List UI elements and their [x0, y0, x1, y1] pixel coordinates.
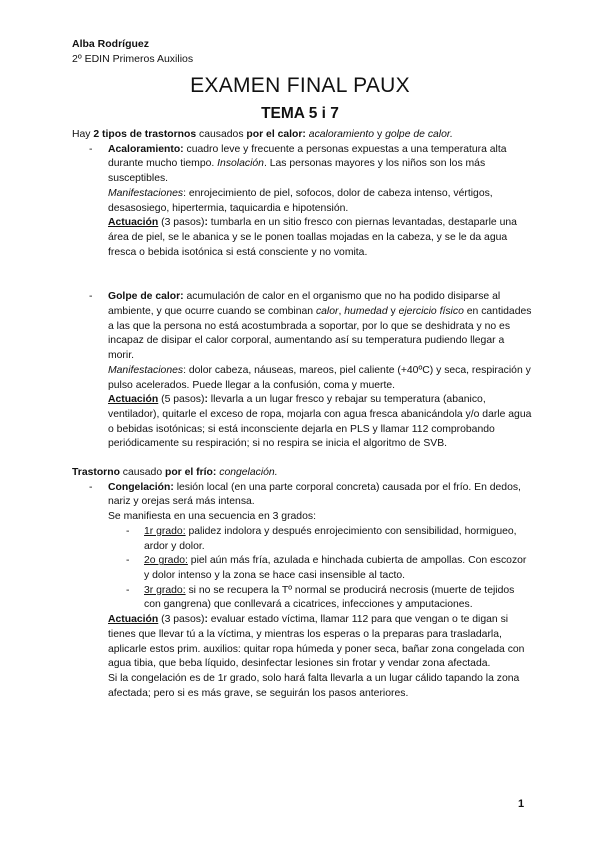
- grade-label: 1r grado:: [144, 525, 186, 537]
- acaloramiento-actuation: [108, 216, 532, 260]
- document-body: [72, 128, 532, 701]
- text-bold: :: [204, 394, 208, 406]
- author-name: Alba Rodríguez: [72, 38, 150, 50]
- text-italic: congelación.: [219, 467, 278, 479]
- spacer: [72, 452, 532, 466]
- text: Hay: [72, 129, 94, 140]
- bullet-dash: -: [126, 525, 130, 537]
- bullet-dash: -: [89, 481, 93, 493]
- grade-label: 2o grado:: [144, 555, 188, 567]
- text: si no se recupera la Tº normal se producirá necrosis (muerte de tejidos con gangrena) que conllevará a cicatrices, infecciones y amputaciones.: [144, 584, 515, 611]
- text: lesión local (en una parte corporal concreta) causada por el frío. En dedos, nariz y orejas será más intensa.: [108, 481, 521, 508]
- grade-item: [72, 584, 532, 613]
- grade-text: [144, 554, 532, 583]
- text: y: [374, 129, 386, 140]
- text-italic: acaloramiento: [308, 129, 375, 140]
- congelacion-actuation-block: [72, 613, 532, 701]
- text-bold: por el calor:: [246, 129, 306, 140]
- page-number: 1: [518, 798, 525, 810]
- grade-item: [72, 525, 532, 554]
- actuation-label: Actuación: [108, 614, 159, 626]
- document-title: EXAMEN FINAL PAUX: [190, 74, 410, 97]
- text-italic: calor: [315, 306, 339, 318]
- text-italic: golpe de calor.: [385, 129, 453, 140]
- course-name: 2º EDIN Primeros Auxilios: [72, 53, 194, 65]
- text: y: [387, 306, 399, 318]
- golpe-calor-definition: [108, 290, 532, 364]
- text: causado: [119, 467, 165, 479]
- text: en cantidades a las que la persona no está acostumbrada a soportar, por lo que se deshidrata y no es incapaz de disipar el calor corporal, aumentando así su temperatura pudiendo llegar a morir.: [108, 306, 532, 362]
- text: evaluar estado víctima, llamar 112 para que vengan o te digan si tienes que llevar tú a la víctima, y mientras los esperas o la preparas para trasladarla, aplicarle estos prim. auxilios: quitar ropa húmeda y poner seca, bañar zona congelada con agua tibia, que beba líquido, desinfectar lesiones sin frotar y vendar zona afectada.: [108, 614, 525, 670]
- actuation-label: Actuación: [108, 217, 159, 229]
- text: palidez indolora y después enrojecimiento con sensibilidad, hormigueo, ardor y dolor.: [144, 525, 517, 552]
- grade-item: [72, 554, 532, 583]
- text: (5 pasos): [158, 394, 205, 406]
- text: cuadro leve y frecuente a personas expuestas a una temperatura alta durante mucho tiempo.: [108, 143, 507, 170]
- text: . Las personas mayores y los niños son los más susceptibles.: [108, 158, 486, 185]
- golpe-calor-label: Golpe de calor:: [108, 291, 184, 303]
- text: (3 pasos): [158, 217, 205, 229]
- text-bold: Trastorno: [72, 467, 120, 479]
- text: ,: [338, 306, 345, 318]
- bullet-dash: -: [126, 555, 130, 567]
- text: : dolor cabeza, náuseas, mareos, piel caliente (+40ºC) y seca, respiración y pulso acelerados. Puede llegar a la confusión, coma y muerte.: [108, 364, 531, 391]
- heat-intro: [72, 128, 532, 143]
- acaloramiento-item: [72, 143, 532, 261]
- congelacion-final-note: Si la congelación es de 1r grado, solo hará falta llevarla a un lugar cálido tapando la zona afectada; pero si es más grave, se seguirán los pasos anteriores.: [108, 672, 520, 699]
- cold-intro: [72, 466, 532, 481]
- text: acumulación de calor en el organismo que no ha podido disiparse al ambiente, y que ocurre cuando se combinan: [108, 291, 501, 318]
- congelacion-definition: [108, 481, 532, 510]
- manifestations-label: Manifestaciones: [108, 187, 184, 199]
- bullet-dash: -: [89, 291, 93, 303]
- text-bold: :: [204, 217, 208, 229]
- golpe-calor-manifestations: [108, 364, 532, 393]
- text-italic: ejercicio físico: [398, 306, 464, 318]
- grades-intro: Se manifiesta en una secuencia en 3 grados:: [108, 511, 316, 523]
- golpe-calor-actuation: [108, 393, 532, 452]
- acaloramiento-definition: [108, 143, 532, 187]
- text: llevarla a un lugar fresco y rebajar su temperatura (abanico, ventilador), quitarle el exceso de ropa, mojarla con agua fresca abanicándola y/o darle agua o bebidas isotónicas; si está inconsciente dejarla en PLS y llamar 112 comprobando periódicamente su respiración; si no respira se inicia el algoritmo de SVB.: [108, 394, 532, 450]
- text: (3 pasos): [158, 614, 205, 626]
- grade-label: 3r grado:: [144, 584, 186, 596]
- text: : enrojecimiento de piel, sofocos, dolor de cabeza intenso, vértigos, desasosiego, hipertermia, taquicardia e hipotensión.: [108, 187, 493, 214]
- congelacion-actuation: [108, 613, 532, 672]
- acaloramiento-manifestations: [108, 187, 532, 216]
- text: piel aún más fría, azulada e hinchada cubierta de ampollas. Con escozor y dolor intenso y la zona se hace casi insensible al tacto.: [144, 555, 527, 581]
- grade-text: [144, 584, 532, 613]
- grade-text: [144, 525, 532, 554]
- text: tumbarla en un sitio fresco con piernas levantadas, destaparle una área de piel, se le abanica y se le ponen toallas mojadas en la cabeza, y se le da agua fresca o bebida isotónica si está consciente y no vomita.: [108, 217, 517, 258]
- bullet-dash: -: [89, 143, 93, 155]
- text-bold: por el frío:: [164, 467, 217, 479]
- text: causados: [196, 129, 247, 140]
- golpe-calor-item: [72, 290, 532, 452]
- text-italic: Insolación: [217, 158, 264, 170]
- spacer: [72, 260, 532, 290]
- congelacion-item: [72, 481, 532, 525]
- bullet-dash: -: [126, 584, 130, 596]
- text-italic: humedad: [344, 306, 388, 318]
- congelacion-label: Congelación:: [108, 481, 174, 493]
- text-bold: 2 tipos de trastornos: [93, 129, 197, 140]
- text-bold: :: [204, 614, 208, 626]
- actuation-label: Actuación: [108, 394, 159, 406]
- document-subtitle: TEMA 5 i 7: [261, 105, 339, 122]
- acaloramiento-label: Acaloramiento:: [108, 143, 184, 155]
- manifestations-label: Manifestaciones: [108, 364, 184, 376]
